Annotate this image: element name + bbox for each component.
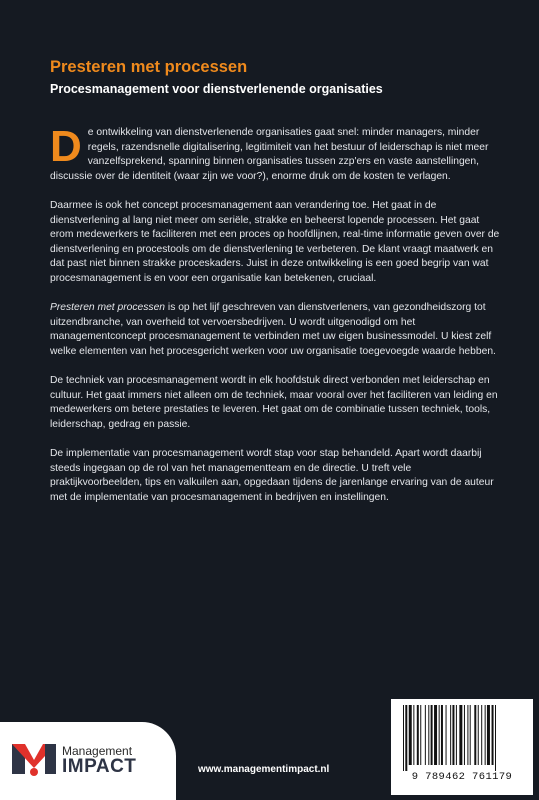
barcode-bar — [405, 705, 407, 771]
barcode-bar — [492, 705, 494, 765]
barcode-bar — [459, 705, 462, 765]
barcode-bar — [456, 705, 457, 765]
paragraph-5: De implementatie van procesmanagement wordt stap voor stap behandeld. Apart wordt daarbij steeds ingegaan op de rol van het managementteam en de directie. U treft vele praktijkvoorbeelden, tips en valkuilen aan, opgedaan tijdens de jarenlange ervaring van de auteur met de implementatie van procesmanagement in bedrijven en instellingen. — [50, 448, 494, 503]
barcode-bar — [441, 705, 443, 765]
barcode-bar — [452, 705, 454, 765]
barcode-bar — [495, 705, 496, 771]
barcode-bar — [439, 705, 440, 765]
publisher-logo-icon — [12, 742, 58, 780]
barcode — [391, 699, 533, 795]
book-subtitle: Procesmanagement voor dienstverlenende organisaties — [50, 82, 383, 96]
barcode-bar — [470, 705, 471, 765]
book-title: Presteren met processen — [50, 58, 248, 76]
paragraph-3 — [50, 301, 500, 359]
paragraph-1 — [50, 122, 500, 184]
barcode-bar — [487, 705, 490, 765]
book-title-reference: Presteren met processen — [50, 302, 166, 314]
drop-cap: D — [50, 122, 82, 171]
barcode-bars — [401, 705, 523, 771]
barcode-bar — [450, 705, 451, 765]
publisher-logo-line2: IMPACT — [62, 756, 137, 777]
publisher-logo-panel — [0, 722, 176, 800]
barcode-bar — [413, 705, 414, 765]
isbn-number: 9 789462 761179 — [411, 771, 513, 783]
barcode-bar — [474, 705, 476, 765]
barcode-bar — [481, 705, 482, 765]
barcode-bar — [467, 705, 468, 765]
barcode-bar — [431, 705, 433, 765]
barcode-bar — [428, 705, 429, 765]
blurb-text — [50, 122, 500, 520]
barcode-bar — [485, 705, 486, 765]
barcode-bar — [403, 705, 404, 771]
paragraph-1-text: e ontwikkeling van dienstverlenende organisaties gaat snel: minder managers, minder regels, razendsnelle digitalisering, legitimiteit van het bestuur of leiderschap is niet meer vanzelfsprekend, spanning binnen organisaties tussen zzp'ers en vaste aanstellingen, discussie over de identiteit (waar zijn we voor?), enorme druk om de kosten te verlagen. — [50, 127, 489, 182]
barcode-bar — [464, 705, 465, 765]
barcode-bar — [425, 705, 426, 765]
publisher-logo-line1: Management — [62, 744, 133, 758]
barcode-bar — [478, 705, 479, 765]
barcode-bar — [417, 705, 419, 765]
paragraph-2: Daarmee is ook het concept procesmanagement aan verandering toe. Het gaat in de dienstverlening al lang niet meer om seriële, strakke en beheerst lopende processen. Het gaat erom medewerkers te faciliteren met een proces op hoofdlijnen, real-time informatie geven over de dienstverlening en procestools om de dienstverlening te verbeteren. De klant vraagt maatwerk en dat past niet binnen strakke proceskaders. Juist in deze ontwikkeling is een goed begrip van wat procesmanagement is en voor een organisatie kan betekenen, cruciaal. — [50, 199, 500, 284]
barcode-bar — [446, 705, 447, 765]
paragraph-4: De techniek van procesmanagement wordt in elk hoofdstuk direct verbonden met leiderschap en cultuur. Het gaat immers niet alleen om de techniek, maar vooral over het faciliteren van leiding en medewerkers om betere prestaties te leveren. Het gaat om de combinatie tussen techniek, tools, leiderschap, gedrag en passie. — [50, 375, 498, 430]
barcode-bar — [420, 705, 421, 765]
paragraph-3-text: is op het lijf geschreven van dienstverleners, van gezondheidszorg tot uitzendbranche, van overheid tot vervoersbedrijven. U wordt uitgenodigd om het managementconcept procesmanagement te verbinden met uw eigen businessmodel. U kiest zelf welke elementen van het procesgericht werken voor uw organisatie toegevoegde waarde hebben. — [50, 302, 496, 357]
barcode-bar — [434, 705, 437, 765]
barcode-bar — [409, 705, 412, 765]
publisher-website: www.managementimpact.nl — [198, 764, 330, 775]
